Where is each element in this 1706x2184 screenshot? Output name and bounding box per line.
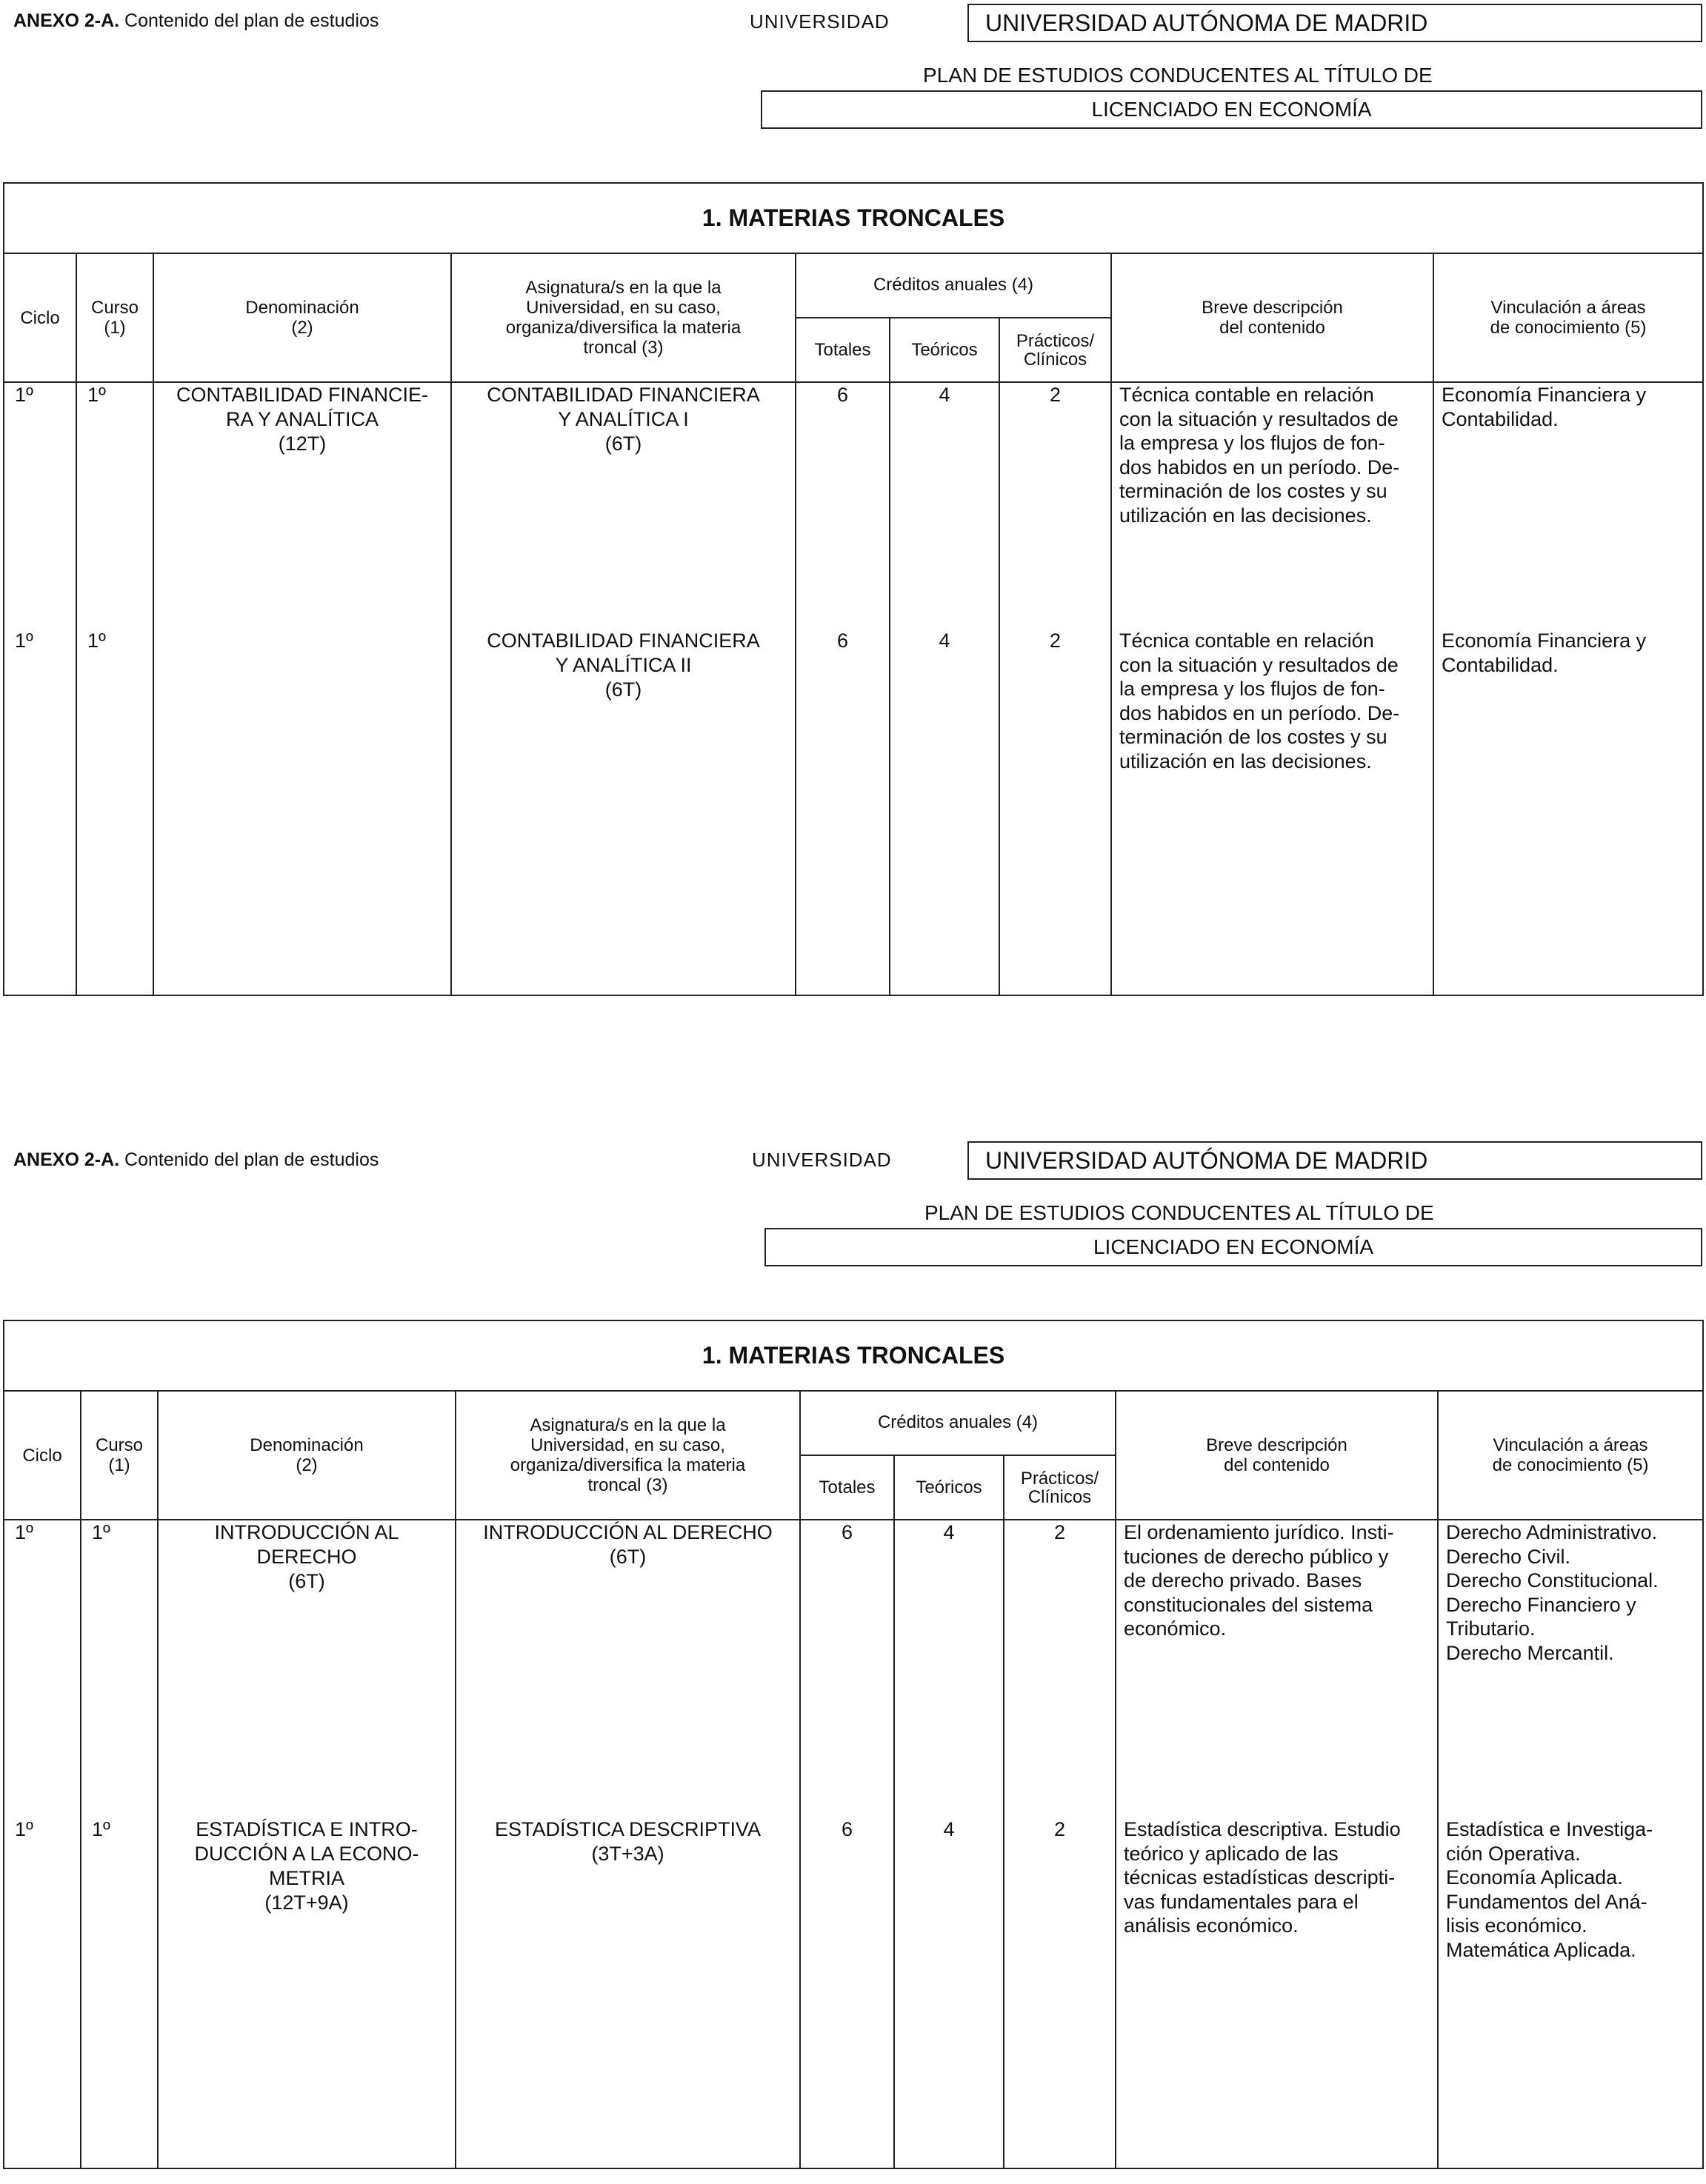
anexo-text: Contenido del plan de estudios (124, 10, 379, 31)
denominacion-cell: CONTABILIDAD FINANCIE- RA Y ANALÍTICA (12T) (153, 382, 451, 629)
descripcion-cell: Técnica contable en relación con la situación y resultados de la empresa y los flujos de fon- dos habidos en un período. De- terminación de los costes y su utilización en las decisiones. (1111, 382, 1433, 629)
teoricos-cell: 4 (894, 1520, 1004, 1817)
col-asignatura-header: Asignatura/s en la que la Universidad, en su caso, organiza/diversifica la materia troncal (3) (456, 1391, 800, 1520)
col-denominacion-header: Denominación (2) (158, 1391, 456, 1520)
practicos-cell: 2 (1004, 1817, 1116, 2168)
descripcion-cell: Estadística descriptiva. Estudio teórico y aplicado de las técnicas estadísticas descripti- vas fundamentales para el análisis económico. (1116, 1817, 1438, 2168)
asignatura-cell: CONTABILIDAD FINANCIERA Y ANALÍTICA I (6T) (451, 382, 796, 629)
col-curso-header: Curso (1) (76, 253, 153, 382)
vinculacion-cell: Derecho Administrativo. Derecho Civil. Derecho Constitucional. Derecho Financiero y Tributario. Derecho Mercantil. (1438, 1520, 1703, 1817)
ciclo-cell: 1º (4, 382, 76, 629)
universidad-label: UNIVERSIDAD (752, 1149, 892, 1171)
universidad-value: UNIVERSIDAD AUTÓNOMA DE MADRID (967, 4, 1702, 42)
table-row (4, 382, 1703, 629)
ciclo-cell: 1º (4, 1520, 81, 1817)
col-curso-header: Curso (1) (81, 1391, 158, 1520)
table-row (4, 629, 1703, 995)
plan-label: PLAN DE ESTUDIOS CONDUCENTES AL TÍTULO DE (924, 1201, 1434, 1224)
col-totales-header: Totales (796, 318, 890, 382)
asignatura-cell: ESTADÍSTICA DESCRIPTIVA (3T+3A) (456, 1817, 800, 2168)
curso-cell: 1º (76, 629, 153, 995)
practicos-cell: 2 (999, 382, 1111, 629)
col-totales-header: Totales (800, 1455, 894, 1520)
curso-cell: 1º (76, 382, 153, 629)
col-ciclo-header: Ciclo (4, 253, 76, 382)
col-denominacion-header: Denominación (2) (153, 253, 451, 382)
descripcion-cell: El ordenamiento jurídico. Insti- tuciones de derecho público y de derecho privado. Bases constitucionales del sistema económico. (1116, 1520, 1438, 1817)
anexo-heading (13, 1149, 379, 1171)
practicos-cell: 2 (999, 629, 1111, 995)
denominacion-cell: INTRODUCCIÓN AL DERECHO (6T) (158, 1520, 456, 1817)
universidad-label: UNIVERSIDAD (750, 10, 890, 33)
denominacion-cell: ESTADÍSTICA E INTRO- DUCCIÓN A LA ECONO- METRIA (12T+9A) (158, 1817, 456, 2168)
table-row (4, 1817, 1703, 2168)
col-asignatura-header: Asignatura/s en la que la Universidad, en su caso, organiza/diversifica la materia troncal (3) (451, 253, 796, 382)
plan-label: PLAN DE ESTUDIOS CONDUCENTES AL TÍTULO DE (923, 64, 1433, 87)
teoricos-cell: 4 (894, 1817, 1004, 2168)
anexo-label: ANEXO 2-A. (13, 10, 120, 31)
asignatura-cell: CONTABILIDAD FINANCIERA Y ANALÍTICA II (6T) (451, 629, 796, 995)
col-vinculacion-header: Vinculación a áreas de conocimiento (5) (1433, 253, 1703, 382)
curso-cell: 1º (81, 1817, 158, 2168)
col-practicos-header: Prácticos/ Clínicos (1004, 1455, 1116, 1520)
anexo-text: Contenido del plan de estudios (124, 1149, 379, 1170)
col-vinculacion-header: Vinculación a áreas de conocimiento (5) (1438, 1391, 1703, 1520)
curso-cell: 1º (81, 1520, 158, 1817)
anexo-label: ANEXO 2-A. (13, 1149, 120, 1170)
denominacion-cell (153, 629, 451, 995)
totales-cell: 6 (796, 629, 890, 995)
section-title: 1. MATERIAS TRONCALES (4, 183, 1703, 253)
asignatura-cell: INTRODUCCIÓN AL DERECHO (6T) (456, 1520, 800, 1817)
totales-cell: 6 (800, 1817, 894, 2168)
vinculacion-cell: Estadística e Investiga- ción Operativa. Economía Aplicada. Fundamentos del Aná- lisis económico. Matemática Aplicada. (1438, 1817, 1703, 2168)
col-creditos-header: Créditos anuales (4) (800, 1391, 1116, 1455)
materias-table (3, 182, 1704, 996)
titulo-box: LICENCIADO EN ECONOMÍA (761, 90, 1702, 129)
teoricos-cell: 4 (890, 382, 999, 629)
col-creditos-header: Créditos anuales (4) (796, 253, 1111, 318)
totales-cell: 6 (800, 1520, 894, 1817)
totales-cell: 6 (796, 382, 890, 629)
ciclo-cell: 1º (4, 1817, 81, 2168)
titulo-box: LICENCIADO EN ECONOMÍA (764, 1228, 1702, 1266)
vinculacion-cell: Economía Financiera y Contabilidad. (1433, 382, 1703, 629)
table-row (4, 1520, 1703, 1817)
descripcion-cell: Técnica contable en relación con la situación y resultados de la empresa y los flujos de fon- dos habidos en un período. De- terminación de los costes y su utilización en las decisiones. (1111, 629, 1433, 995)
col-teoricos-header: Teóricos (894, 1455, 1004, 1520)
universidad-value: UNIVERSIDAD AUTÓNOMA DE MADRID (967, 1141, 1702, 1180)
col-descripcion-header: Breve descripción del contenido (1111, 253, 1433, 382)
teoricos-cell: 4 (890, 629, 999, 995)
practicos-cell: 2 (1004, 1520, 1116, 1817)
anexo-heading (13, 10, 379, 32)
col-practicos-header: Prácticos/ Clínicos (999, 318, 1111, 382)
vinculacion-cell: Economía Financiera y Contabilidad. (1433, 629, 1703, 995)
section-title: 1. MATERIAS TRONCALES (4, 1320, 1703, 1391)
col-descripcion-header: Breve descripción del contenido (1116, 1391, 1438, 1520)
materias-table (3, 1320, 1704, 2169)
col-ciclo-header: Ciclo (4, 1391, 81, 1520)
col-teoricos-header: Teóricos (890, 318, 999, 382)
ciclo-cell: 1º (4, 629, 76, 995)
